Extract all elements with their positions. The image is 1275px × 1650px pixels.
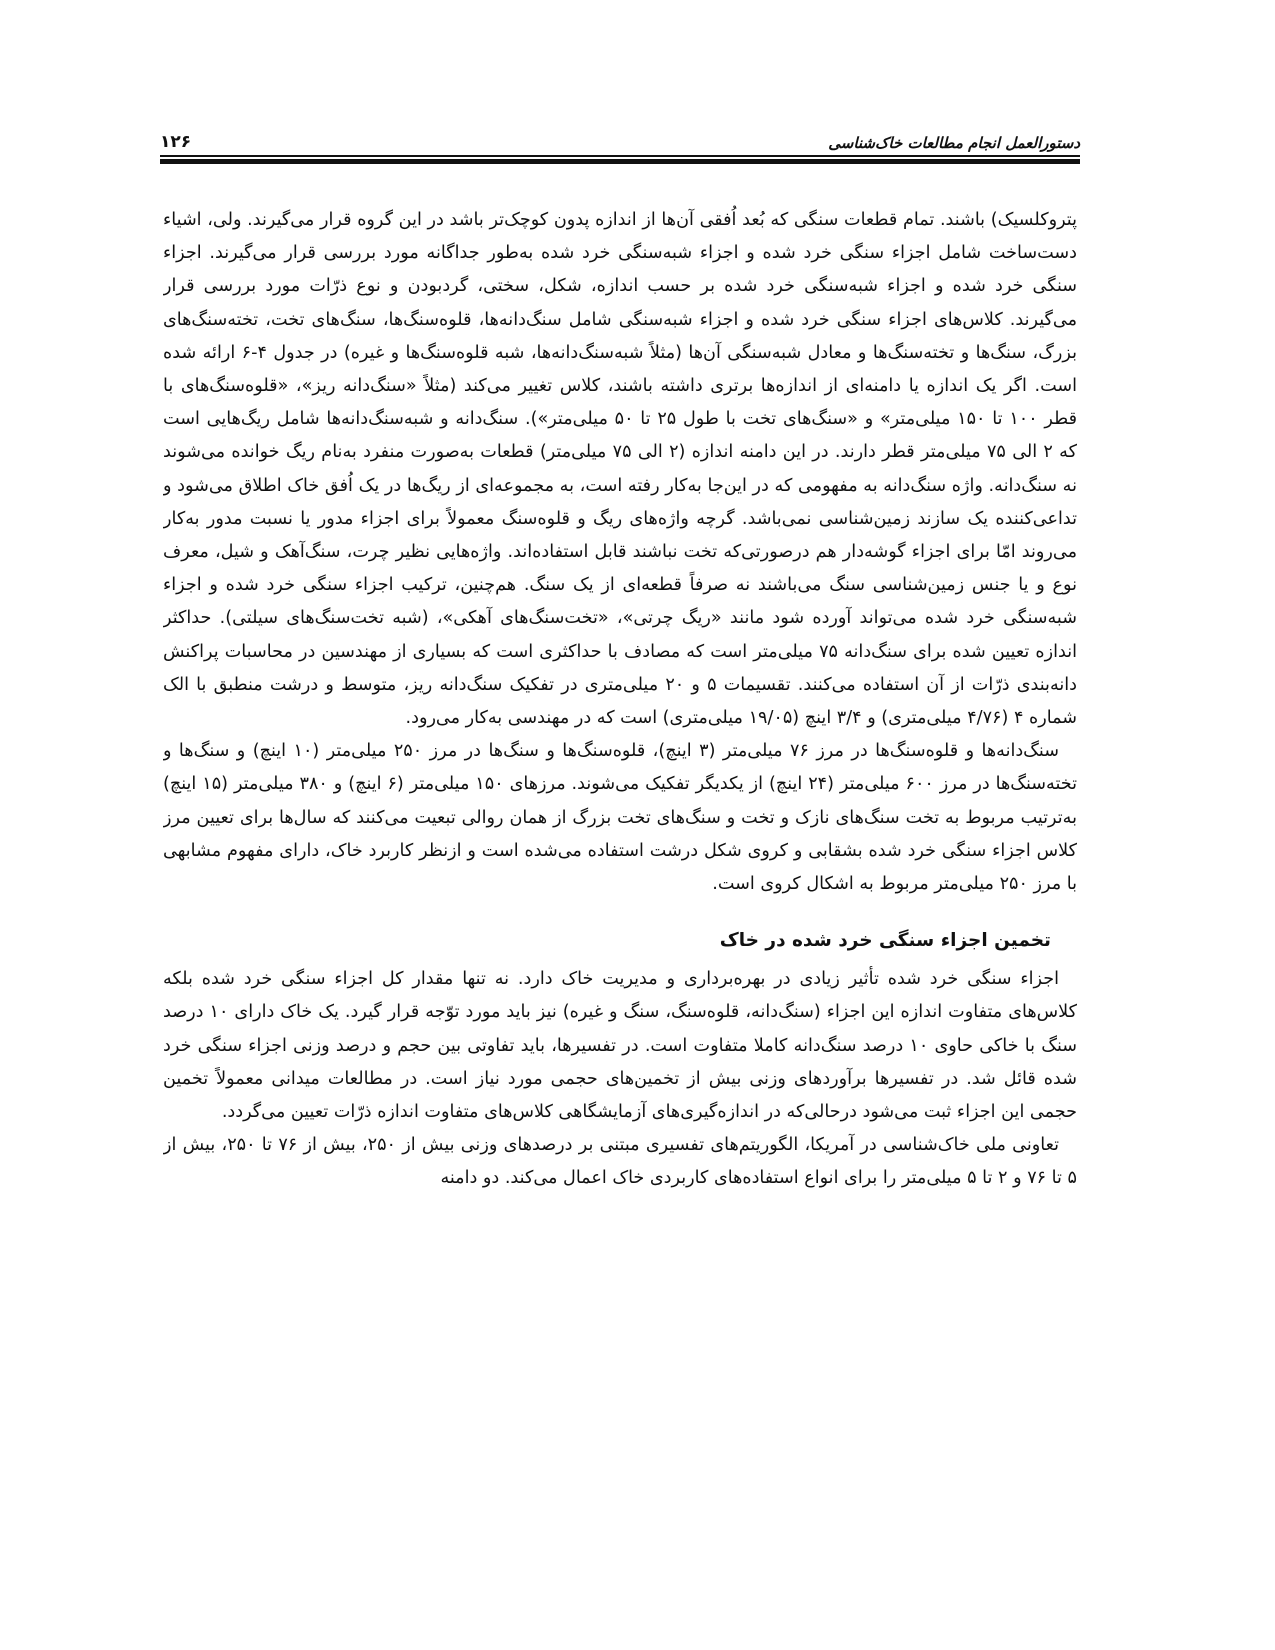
running-header	[160, 122, 1080, 152]
page-number: ۱۲۶	[160, 132, 192, 152]
section-heading: تخمین اجزاء سنگی خرد شده در خاک	[719, 930, 1051, 952]
paragraph: اجزاء سنگی خرد شده تأثیر زیادی در بهره‌برداری و مدیریت خاک دارد. نه تنها مقدار کل اجزاء سنگی خرد شده بلکه کلاس‌های متفاوت اندازه این اجزاء (سنگ‌دانه، قلوه‌سنگ، سنگ و غیره) نیز باید مورد توّجه قرار گیرد. یک خاک دارای ۱۰ درصد سنگ با خاکی حاوی ۱۰ درصد سنگ‌دانه کاملا متفاوت است. در تفسیرها، باید تفاوتی بین حجم و درصد وزنی اجزاء سنگی خرد شده قائل شد. در تفسیرها برآوردهای وزنی بیش از تخمین‌های حجمی مورد نیاز است. در مطالعات میدانی معمولاً تخمین حجمی این اجزاء ثبت می‌شود درحالی‌که در اندازه‌گیری‌های آزمایشگاهی کلاس‌های متفاوت اندازه ذرّات تعیین می‌گردد.	[163, 969, 1077, 1123]
body-text	[163, 204, 1077, 1534]
header-rule-thin	[160, 155, 1080, 157]
paragraph: سنگ‌دانه‌ها و قلوه‌سنگ‌ها در مرز ۷۶ میلی‌متر (۳ اینچ)، قلوه‌سنگ‌ها و سنگ‌ها در مرز ۲۵۰ میلی‌متر (۱۰ اینچ) و سنگ‌ها و تخته‌سنگ‌ها در مرز ۶۰۰ میلی‌متر (۲۴ اینچ) از یکدیگر تفکیک می‌شوند. مرزهای ۱۵۰ میلی‌متر (۶ اینچ) و ۳۸۰ میلی‌متر (۱۵ اینچ) به‌ترتیب مربوط به تخت سنگ‌های نازک و تخت و سنگ‌های تخت بزرگ از همان روالی تبعیت می‌کنند که سال‌ها برای تعیین مرز کلاس اجزاء سنگی خرد شده بشقابی و کروی شکل درشت استفاده می‌شده است و ازنظر کاربرد خاک، دارای مفهوم مشابهی با مرز ۲۵۰ میلی‌متر مربوط به اشکال کروی است.	[163, 741, 1077, 895]
paragraph: پتروکلسیک) باشند. تمام قطعات سنگی که بُعد اُفقی آن‌ها از اندازه پدون کوچک‌تر باشد در این گروه قرار می‌گیرند. ولی، اشیاء دست‌ساخت شامل اجزاء سنگی خرد شده و اجزاء شبه‌سنگی خرد شده به‌طور جداگانه مورد بررسی قرار می‌گیرند. اجزاء سنگی خرد شده و اجزاء شبه‌سنگی خرد شده بر حسب اندازه، شکل، سختی، گردبودن و نوع ذرّات مورد بررسی قرار می‌گیرند. کلاس‌های اجزاء سنگی خرد شده و اجزاء شبه‌سنگی شامل سنگ‌دانه‌ها، قلوه‌سنگ‌ها، سنگ‌های تخت، تخته‌سنگ‌های بزرگ، سنگ‌ها و تخته‌سنگ‌ها و معادل شبه‌سنگی آن‌ها (مثلاً شبه‌سنگ‌دانه‌ها، شبه قلوه‌سنگ‌ها و غیره) در جدول ۴-۶ ارائه شده است. اگر یک اندازه یا دامنه‌ای از اندازه‌ها برتری داشته باشند، کلاس تغییر می‌کند (مثلاً «سنگ‌دانه ریز»، «قلوه‌سنگ‌های با قطر ۱۰۰ تا ۱۵۰ میلی‌متر» و «سنگ‌های تخت با طول ۲۵ تا ۵۰ میلی‌متر»). سنگ‌دانه و شبه‌سنگ‌دانه‌ها شامل ریگ‌هایی است که ۲ الی ۷۵ میلی‌متر قطر دارند. در این دامنه اندازه (۲ الی ۷۵ میلی‌متر) قطعات به‌صورت منفرد به‌نام ریگ خوانده می‌شوند نه سنگ‌دانه. واژه سنگ‌دانه به مفهومی که در این‌جا به‌کار رفته است، به مجموعه‌ای از ریگ‌ها در یک اُفق خاک اطلاق می‌شود و تداعی‌کننده یک سازند زمین‌شناسی نمی‌باشد. گرچه واژه‌های ریگ و قلوه‌سنگ معمولاً برای اجزاء مدور یا نسبت مدور به‌کار می‌روند امّا برای اجزاء گوشه‌دار هم درصورتی‌که تخت نباشند قابل استفاده‌اند. واژه‌هایی نظیر چرت، سنگ‌آهک و شیل، معرف نوع و یا جنس زمین‌شناسی سنگ می‌باشند نه صرفاً قطعه‌ای از یک سنگ. هم‌چنین، ترکیب اجزاء سنگی خرد شده و اجزاء شبه‌سنگی خرد شده می‌تواند آورده شود مانند «ریگ چرتی»، «تخت‌سنگ‌های آهکی»، (شبه تخت‌سنگ‌های سیلتی). حداکثر اندازه تعیین شده برای سنگ‌دانه ۷۵ میلی‌متر است که مصادف با حداکثری است که بسیاری از مهندسین در محاسبات پراکنش دانه‌بندی ذرّات از آن استفاده می‌کنند. تقسیمات ۵ و ۲۰ میلی‌متری در تفکیک سنگ‌دانه ریز، متوسط و درشت منطبق با الک شماره ۴ (۴/۷۶ میلی‌متری) و ۳/۴ اینچ (۱۹/۰۵ میلی‌متری) است که در مهندسی به‌کار می‌رود.	[163, 210, 1077, 729]
header-rule-thick	[160, 159, 1080, 164]
running-header-title: دستورالعمل انجام مطالعات خاک‌شناسی	[828, 134, 1080, 152]
paragraph: تعاونی ملی خاک‌شناسی در آمریکا، الگوریتم‌های تفسیری مبتنی بر درصدهای وزنی بیش از ۲۵۰، بیش از ۷۶ تا ۲۵۰، بیش از ۵ تا ۷۶ و ۲ تا ۵ میلی‌متر را برای انواع استفاده‌های کاربردی خاک اعمال می‌کند. دو دامنه	[163, 1135, 1077, 1189]
